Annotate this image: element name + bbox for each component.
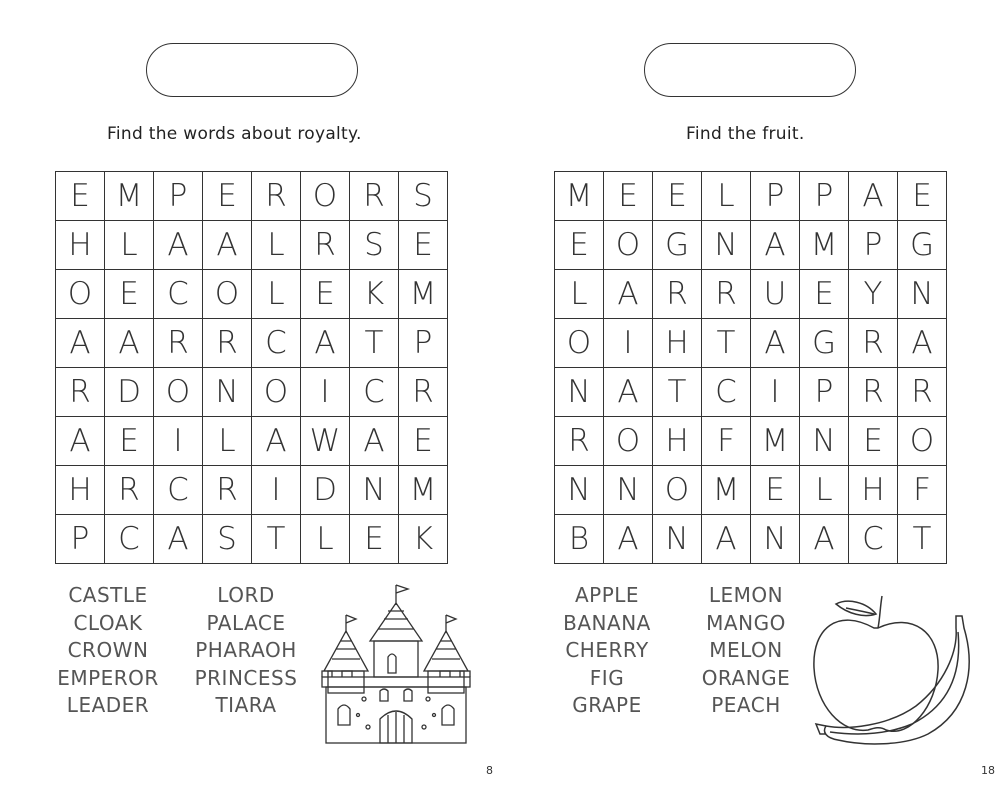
- grid-cell[interactable]: T: [702, 319, 751, 368]
- grid-cell[interactable]: A: [751, 319, 800, 368]
- grid-cell[interactable]: R: [399, 368, 448, 417]
- word-list-item: EMPEROR: [57, 665, 159, 690]
- grid-cell[interactable]: A: [301, 319, 350, 368]
- grid-cell[interactable]: C: [105, 515, 154, 564]
- grid-cell[interactable]: O: [252, 368, 301, 417]
- grid-cell[interactable]: R: [301, 221, 350, 270]
- grid-cell[interactable]: L: [555, 270, 604, 319]
- grid-cell[interactable]: M: [702, 466, 751, 515]
- grid-cell[interactable]: R: [203, 466, 252, 515]
- grid-cell[interactable]: O: [604, 417, 653, 466]
- grid-cell[interactable]: E: [898, 172, 947, 221]
- grid-cell[interactable]: E: [751, 466, 800, 515]
- word-list-item: PEACH: [711, 693, 781, 718]
- grid-cell[interactable]: N: [555, 466, 604, 515]
- grid-cell[interactable]: O: [301, 172, 350, 221]
- grid-cell[interactable]: P: [751, 172, 800, 221]
- grid-cell[interactable]: A: [751, 221, 800, 270]
- grid-cell[interactable]: A: [56, 417, 105, 466]
- word-list-item: BANANA: [563, 610, 651, 635]
- grid-cell[interactable]: N: [604, 466, 653, 515]
- grid-cell[interactable]: O: [203, 270, 252, 319]
- grid-cell[interactable]: W: [301, 417, 350, 466]
- grid-cell[interactable]: E: [350, 515, 399, 564]
- grid-cell[interactable]: O: [56, 270, 105, 319]
- grid-cell[interactable]: M: [105, 172, 154, 221]
- grid-cell[interactable]: I: [252, 466, 301, 515]
- grid-cell[interactable]: P: [849, 221, 898, 270]
- grid-cell[interactable]: O: [898, 417, 947, 466]
- grid-cell[interactable]: A: [604, 515, 653, 564]
- grid-cell[interactable]: M: [800, 221, 849, 270]
- grid-cell[interactable]: I: [604, 319, 653, 368]
- grid-cell[interactable]: E: [399, 417, 448, 466]
- grid-cell[interactable]: M: [751, 417, 800, 466]
- word-list-column-1: [48, 582, 168, 720]
- grid-cell[interactable]: M: [399, 270, 448, 319]
- grid-cell[interactable]: L: [105, 221, 154, 270]
- grid-cell[interactable]: C: [350, 368, 399, 417]
- grid-cell[interactable]: L: [800, 466, 849, 515]
- page-number: 18: [981, 764, 995, 777]
- grid-cell[interactable]: P: [800, 172, 849, 221]
- grid-cell[interactable]: A: [56, 319, 105, 368]
- grid-cell[interactable]: I: [301, 368, 350, 417]
- grid-cell[interactable]: B: [555, 515, 604, 564]
- grid-cell[interactable]: C: [154, 466, 203, 515]
- grid-cell[interactable]: N: [653, 515, 702, 564]
- grid-cell[interactable]: E: [604, 172, 653, 221]
- grid-cell[interactable]: C: [154, 270, 203, 319]
- grid-cell[interactable]: A: [154, 515, 203, 564]
- grid-cell[interactable]: O: [653, 466, 702, 515]
- instruction-text: Find the fruit.: [686, 124, 805, 144]
- word-list-item: FIG: [589, 665, 625, 690]
- grid-cell[interactable]: H: [653, 319, 702, 368]
- right-page: [500, 0, 1000, 790]
- name-box[interactable]: [146, 43, 358, 97]
- grid-cell[interactable]: O: [154, 368, 203, 417]
- grid-cell[interactable]: A: [105, 319, 154, 368]
- grid-cell[interactable]: E: [105, 270, 154, 319]
- grid-cell[interactable]: E: [653, 172, 702, 221]
- grid-cell[interactable]: A: [604, 270, 653, 319]
- word-list-item: PHARAOH: [195, 638, 297, 663]
- grid-cell[interactable]: G: [800, 319, 849, 368]
- grid-cell[interactable]: C: [849, 515, 898, 564]
- grid-cell[interactable]: O: [555, 319, 604, 368]
- grid-cell[interactable]: K: [350, 270, 399, 319]
- castle-icon: [318, 575, 474, 745]
- word-list-item: CROWN: [67, 638, 149, 663]
- grid-cell[interactable]: S: [203, 515, 252, 564]
- word-list-column-2: [186, 582, 306, 720]
- word-list-item: PALACE: [206, 610, 286, 635]
- word-search-grid: [55, 171, 448, 564]
- grid-cell[interactable]: E: [800, 270, 849, 319]
- grid-cell[interactable]: L: [702, 172, 751, 221]
- word-list-item: APPLE: [574, 583, 640, 607]
- word-list-item: CHERRY: [565, 638, 649, 663]
- grid-cell[interactable]: E: [849, 417, 898, 466]
- grid-cell[interactable]: R: [105, 466, 154, 515]
- grid-cell[interactable]: R: [154, 319, 203, 368]
- word-list-item: MELON: [709, 638, 783, 663]
- grid-cell[interactable]: N: [898, 270, 947, 319]
- word-list-item: TIARA: [215, 693, 277, 718]
- grid-cell[interactable]: S: [350, 221, 399, 270]
- grid-cell[interactable]: G: [898, 221, 947, 270]
- grid-cell[interactable]: A: [350, 417, 399, 466]
- word-list-column-1: [547, 582, 667, 720]
- word-list-item: LEMON: [708, 583, 784, 607]
- grid-cell[interactable]: R: [555, 417, 604, 466]
- grid-cell[interactable]: O: [604, 221, 653, 270]
- grid-cell[interactable]: R: [203, 319, 252, 368]
- word-list-item: CASTLE: [68, 583, 148, 607]
- grid-cell[interactable]: A: [252, 417, 301, 466]
- grid-cell[interactable]: G: [653, 221, 702, 270]
- word-list-item: MANGO: [706, 610, 786, 635]
- word-list-column-2: [686, 582, 806, 720]
- apple-banana-icon: [808, 588, 983, 748]
- page-number: 8: [486, 764, 493, 777]
- grid-cell[interactable]: R: [898, 368, 947, 417]
- grid-cell[interactable]: E: [105, 417, 154, 466]
- grid-cell[interactable]: T: [252, 515, 301, 564]
- grid-cell[interactable]: M: [399, 466, 448, 515]
- grid-cell[interactable]: R: [350, 172, 399, 221]
- grid-cell[interactable]: E: [399, 221, 448, 270]
- grid-cell[interactable]: P: [800, 368, 849, 417]
- grid-cell[interactable]: R: [702, 270, 751, 319]
- grid-cell[interactable]: N: [751, 515, 800, 564]
- grid-cell[interactable]: T: [653, 368, 702, 417]
- grid-cell[interactable]: L: [252, 270, 301, 319]
- word-list-item: PRINCESS: [194, 665, 298, 690]
- grid-cell[interactable]: C: [252, 319, 301, 368]
- grid-cell[interactable]: S: [399, 172, 448, 221]
- grid-cell[interactable]: N: [203, 368, 252, 417]
- word-list-item: CLOAK: [73, 610, 143, 635]
- grid-cell[interactable]: E: [555, 221, 604, 270]
- grid-cell[interactable]: L: [252, 221, 301, 270]
- word-list-item: ORANGE: [701, 665, 791, 690]
- grid-cell[interactable]: R: [653, 270, 702, 319]
- grid-cell[interactable]: I: [154, 417, 203, 466]
- grid-cell[interactable]: N: [800, 417, 849, 466]
- grid-cell[interactable]: A: [849, 172, 898, 221]
- grid-cell[interactable]: R: [56, 368, 105, 417]
- grid-cell[interactable]: A: [702, 515, 751, 564]
- grid-cell[interactable]: D: [301, 466, 350, 515]
- grid-cell[interactable]: I: [751, 368, 800, 417]
- grid-cell[interactable]: P: [154, 172, 203, 221]
- grid-cell[interactable]: C: [702, 368, 751, 417]
- grid-cell[interactable]: T: [898, 515, 947, 564]
- grid-cell[interactable]: L: [301, 515, 350, 564]
- grid-cell[interactable]: P: [56, 515, 105, 564]
- grid-cell[interactable]: K: [399, 515, 448, 564]
- grid-cell[interactable]: H: [56, 221, 105, 270]
- grid-cell[interactable]: E: [56, 172, 105, 221]
- grid-cell[interactable]: R: [252, 172, 301, 221]
- grid-cell[interactable]: N: [702, 221, 751, 270]
- grid-cell[interactable]: D: [105, 368, 154, 417]
- word-search-grid: [554, 171, 947, 564]
- grid-cell[interactable]: R: [849, 319, 898, 368]
- grid-cell[interactable]: F: [702, 417, 751, 466]
- grid-cell[interactable]: A: [800, 515, 849, 564]
- grid-cell[interactable]: M: [555, 172, 604, 221]
- grid-cell[interactable]: A: [203, 221, 252, 270]
- grid-cell[interactable]: T: [350, 319, 399, 368]
- grid-cell[interactable]: N: [555, 368, 604, 417]
- word-list-item: LEADER: [66, 693, 150, 718]
- grid-cell[interactable]: L: [203, 417, 252, 466]
- name-box[interactable]: [644, 43, 856, 97]
- grid-cell[interactable]: H: [56, 466, 105, 515]
- grid-cell[interactable]: H: [849, 466, 898, 515]
- grid-cell[interactable]: Y: [849, 270, 898, 319]
- instruction-text: Find the words about royalty.: [107, 124, 362, 144]
- grid-cell[interactable]: R: [849, 368, 898, 417]
- grid-cell[interactable]: E: [301, 270, 350, 319]
- grid-cell[interactable]: N: [350, 466, 399, 515]
- grid-cell[interactable]: A: [898, 319, 947, 368]
- word-list-item: LORD: [217, 583, 275, 607]
- grid-cell[interactable]: E: [203, 172, 252, 221]
- grid-cell[interactable]: A: [154, 221, 203, 270]
- grid-cell[interactable]: F: [898, 466, 947, 515]
- word-list-item: GRAPE: [572, 693, 642, 718]
- grid-cell[interactable]: P: [399, 319, 448, 368]
- grid-cell[interactable]: H: [653, 417, 702, 466]
- grid-cell[interactable]: U: [751, 270, 800, 319]
- grid-cell[interactable]: A: [604, 368, 653, 417]
